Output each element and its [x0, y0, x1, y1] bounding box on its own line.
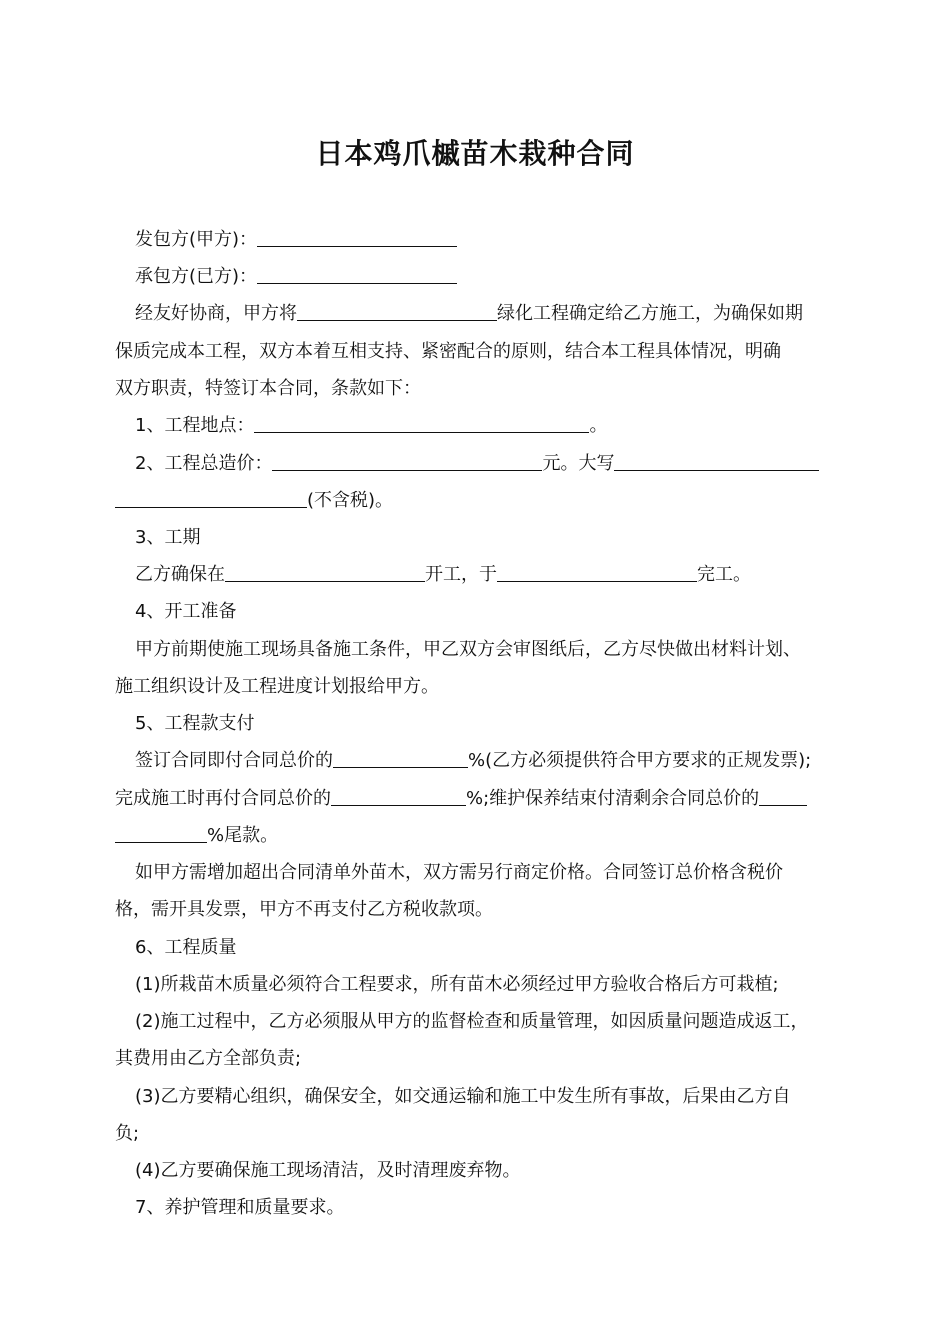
start-date-blank — [225, 563, 425, 582]
clause-7-heading: 7、养护管理和质量要求。 — [135, 1197, 345, 1218]
clause-text: 开工，于 — [425, 564, 497, 585]
clause-text: 1、工程地点： — [135, 415, 255, 436]
clause-text: 签订合同即付合同总价的 — [135, 750, 333, 771]
clause-6-item-4: (4)乙方要确保施工现场清洁，及时清理废弃物。 — [135, 1160, 521, 1181]
clause-6-item-3-cont: 负; — [115, 1123, 140, 1144]
clause-text: 2、工程总造价： — [135, 453, 273, 474]
project-name-blank — [297, 302, 497, 321]
clause-text: %(乙方必须提供符合甲方要求的正规发票); — [468, 750, 812, 771]
party-a-line — [135, 228, 457, 252]
clause-6-item-1: (1)所栽苗木质量必须符合工程要求，所有苗木必须经过甲方验收合格后方可栽植; — [135, 974, 779, 995]
intro-line-3: 双方职责，特签订本合同，条款如下： — [115, 378, 421, 399]
clause-5-line-2 — [115, 787, 807, 811]
party-b-blank — [257, 265, 457, 284]
party-a-label: 发包方(甲方)： — [135, 229, 258, 250]
clause-5-line-5: 格，需开具发票，甲方不再支付乙方税收款项。 — [115, 899, 493, 920]
clause-2-line — [135, 452, 819, 476]
price-blank — [272, 452, 542, 471]
clause-1-line — [135, 414, 607, 438]
final-payment-blank — [759, 787, 807, 806]
final-payment-blank-cont — [115, 824, 207, 843]
price-words-blank-cont — [115, 489, 307, 508]
second-payment-blank — [331, 787, 466, 806]
clause-text: 元。大写 — [542, 453, 615, 474]
clause-text: (不含税)。 — [307, 490, 394, 511]
intro-text: 绿化工程确定给乙方施工，为确保如期 — [497, 303, 803, 324]
clause-6-item-2: (2)施工过程中，乙方必须服从甲方的监督检查和质量管理，如因质量问题造成返工， — [135, 1011, 809, 1032]
clause-4-heading: 4、开工准备 — [135, 601, 237, 622]
clause-text: %;维护保养结束付清剩余合同总价的 — [466, 788, 760, 809]
clause-6-item-2-cont: 其费用由乙方全部负责; — [115, 1048, 302, 1069]
clause-text: 完成施工时再付合同总价的 — [115, 788, 331, 809]
first-payment-blank — [333, 749, 468, 768]
party-b-line — [135, 265, 457, 289]
clause-5-line-3 — [115, 824, 278, 848]
clause-5-line-4: 如甲方需增加超出合同清单外苗木，双方需另行商定价格。合同签订总价格含税价 — [135, 862, 783, 883]
clause-3-line — [135, 563, 751, 587]
clause-4-line-1: 甲方前期使施工现场具备施工条件，甲乙双方会审图纸后，乙方尽快做出材料计划、 — [135, 639, 801, 660]
clause-text: 。 — [589, 415, 608, 436]
price-words-blank — [614, 452, 819, 471]
clause-text: %尾款。 — [207, 825, 279, 846]
page-title: 日本鸡爪槭苗木栽种合同 — [315, 137, 635, 170]
clause-5-line-1 — [135, 749, 811, 773]
intro-line-2: 保质完成本工程，双方本着互相支持、紧密配合的原则，结合本工程具体情况，明确 — [115, 341, 781, 362]
party-a-blank — [257, 228, 457, 247]
end-date-blank — [497, 563, 697, 582]
clause-4-line-2: 施工组织设计及工程进度计划报给甲方。 — [115, 676, 439, 697]
party-b-label: 承包方(已方)： — [135, 266, 258, 287]
clause-6-item-3: (3)乙方要精心组织，确保安全，如交通运输和施工中发生所有事故，后果由乙方自 — [135, 1086, 791, 1107]
clause-text: 完工。 — [697, 564, 751, 585]
clause-5-heading: 5、工程款支付 — [135, 713, 255, 734]
location-blank — [254, 414, 589, 433]
intro-line-1 — [135, 302, 803, 326]
clause-3-heading: 3、工期 — [135, 527, 201, 548]
clause-text: 乙方确保在 — [135, 564, 225, 585]
intro-text: 经友好协商，甲方将 — [135, 303, 297, 324]
clause-2-line-2 — [115, 489, 393, 513]
clause-6-heading: 6、工程质量 — [135, 937, 237, 958]
